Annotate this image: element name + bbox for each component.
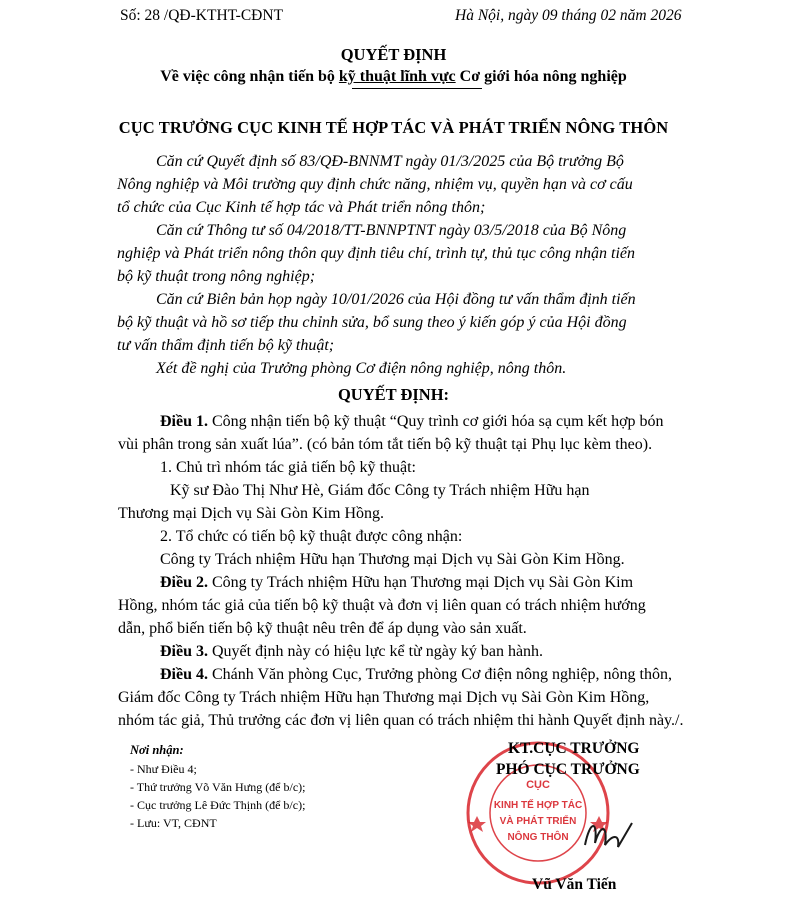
article-label: Điều 1. — [160, 413, 208, 430]
article-label: Điều 2. — [160, 574, 208, 591]
article-3 — [160, 643, 760, 661]
recipient-item: - Như Điều 4; — [130, 762, 197, 776]
basis-line: tư vấn thẩm định tiến bộ kỹ thuật; — [117, 337, 335, 354]
recipient-item: - Lưu: VT, CĐNT — [130, 816, 217, 830]
recipients-label: Nơi nhận: — [130, 743, 184, 757]
place-date: Hà Nội, ngày 09 tháng 02 năm 2026 — [455, 7, 682, 24]
subject-suffix: Cơ giới hóa nông nghiệp — [455, 68, 627, 85]
document-subject — [0, 68, 787, 86]
basis-line: tổ chức của Cục Kinh tế hợp tác và Phát triển nông thôn; — [117, 199, 486, 216]
seal-text: VÀ PHÁT TRIỂN — [499, 816, 577, 827]
article-line: Công ty Trách nhiệm Hữu hạn Thương mại Dịch vụ Sài Gòn Kim Hồng. — [160, 551, 625, 568]
basis-line: Căn cứ Biên bản họp ngày 10/01/2026 của Hội đồng tư vấn thẩm định tiến — [156, 291, 636, 308]
basis-line: bộ kỹ thuật và hồ sơ tiếp thu chỉnh sửa, bổ sung theo ý kiến góp ý của Hội đồng — [117, 314, 627, 331]
basis-line: Căn cứ Thông tư số 04/2018/TT-BNNPTNT ngày 03/5/2018 của Bộ Nông — [156, 222, 627, 239]
article-line: 2. Tổ chức có tiến bộ kỹ thuật được công nhận: — [160, 528, 463, 545]
article-line: 1. Chủ trì nhóm tác giả tiến bộ kỹ thuật: — [160, 459, 416, 476]
recipient-item: - Cục trưởng Lê Đức Thịnh (để b/c); — [130, 798, 306, 812]
article-line: nhóm tác giả, Thủ trưởng các đơn vị liên quan có trách nhiệm thi hành Quyết định này./. — [118, 712, 684, 729]
basis-line: Nông nghiệp và Môi trường quy định chức năng, nhiệm vụ, quyền hạn và cơ cấu — [117, 176, 633, 193]
signer-name: Vũ Văn Tiến — [532, 876, 617, 893]
article-label: Điều 4. — [160, 666, 208, 683]
article-2 — [160, 574, 760, 592]
article-line: Kỹ sư Đào Thị Như Hè, Giám đốc Công ty Trách nhiệm Hữu hạn — [170, 482, 590, 499]
handwritten-signature — [580, 815, 640, 855]
basis-line: bộ kỹ thuật trong nông nghiệp; — [117, 268, 316, 285]
seal-text: NÔNG THÔN — [507, 832, 569, 843]
decision-heading: QUYẾT ĐỊNH: — [337, 385, 450, 404]
document-title: QUYẾT ĐỊNH — [340, 45, 447, 64]
basis-line: Căn cứ Quyết định số 83/QĐ-BNNMT ngày 01/3/2025 của Bộ trưởng Bộ — [156, 153, 624, 170]
issuer-title: CỤC TRƯỞNG CỤC KINH TẾ HỢP TÁC VÀ PHÁT TRIỂN NÔNG THÔN — [118, 118, 669, 137]
recipient-item: - Thứ trưởng Võ Văn Hưng (để b/c); — [130, 780, 306, 794]
document-number: Số: 28 /QĐ-KTHT-CĐNT — [120, 7, 284, 24]
article-text: Quyết định này có hiệu lực kể từ ngày ký ban hành. — [208, 643, 544, 660]
signature-title-2: PHÓ CỤC TRƯỞNG — [496, 761, 640, 778]
article-line: dẫn, phổ biến tiến bộ kỹ thuật nêu trên để áp dụng vào sản xuất. — [118, 620, 527, 637]
article-text: Chánh Văn phòng Cục, Trưởng phòng Cơ điện nông nghiệp, nông thôn, — [208, 666, 672, 683]
article-1 — [160, 413, 760, 431]
article-label: Điều 3. — [160, 643, 208, 660]
basis-line: nghiệp và Phát triển nông thôn quy định tiêu chí, trình tự, thủ tục công nhận tiến — [117, 245, 635, 262]
article-text: Công ty Trách nhiệm Hữu hạn Thương mại Dịch vụ Sài Gòn Kim — [208, 574, 634, 591]
article-line: Thương mại Dịch vụ Sài Gòn Kim Hồng. — [118, 505, 384, 522]
article-4 — [160, 666, 760, 684]
article-line: Giám đốc Công ty Trách nhiệm Hữu hạn Thương mại Dịch vụ Sài Gòn Kim Hồng, — [118, 689, 650, 706]
title-underline — [352, 88, 482, 89]
subject-underlined: kỹ thuật lĩnh vực — [338, 68, 456, 85]
signature-title-1: KT.CỤC TRƯỞNG — [508, 740, 640, 757]
article-text: Công nhận tiến bộ kỹ thuật “Quy trình cơ giới hóa sạ cụm kết hợp bón — [208, 413, 664, 430]
article-line: Hồng, nhóm tác giả của tiến bộ kỹ thuật và đơn vị liên quan có trách nhiệm hướng — [118, 597, 646, 614]
subject-prefix: Về việc công nhận tiến bộ — [160, 68, 339, 85]
article-line: vùi phân trong sản xuất lúa”. (có bản tóm tắt tiến bộ kỹ thuật tại Phụ lục kèm theo). — [118, 436, 653, 453]
seal-text: CỤC — [526, 779, 550, 791]
basis-line: Xét đề nghị của Trưởng phòng Cơ điện nông nghiệp, nông thôn. — [156, 360, 567, 377]
seal-text: KINH TẾ HỢP TÁC — [493, 800, 583, 811]
